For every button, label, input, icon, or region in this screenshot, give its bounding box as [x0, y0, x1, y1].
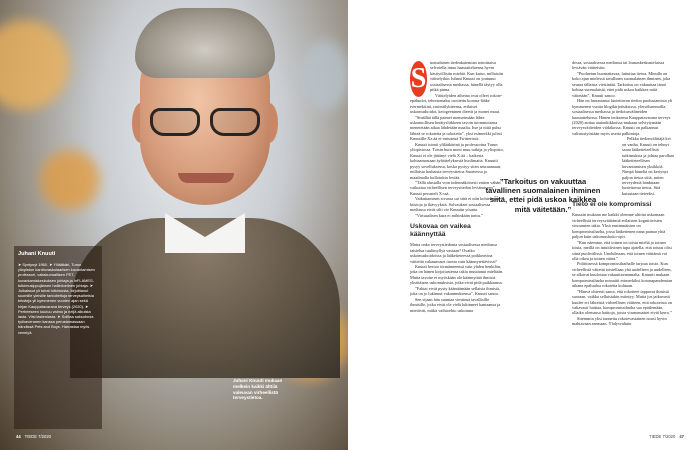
paragraph: ”Tällä alustalla voin todennäköisesti eniten vähän vaikuttaa virheellisen terveystiedon leviämiseen”, Knuuti perustelt X:ssä. [410, 179, 501, 196]
paragraph: Pelkka tiedonvälittäjä kei on vanha. Knuuti on tehnyt saraa lääketieteellisiä tutkimuksia ja johtaa parolkaa lääketieteellisen kuvantamisen yksikköä. Nimpä häneltä on kertynyt paljon tietoa siitä, miten terveydestä hankitaan luotettavaa tietoa. Sitä kutsutaan tieteeksi. [622, 136, 674, 196]
page-number: 47 [679, 434, 684, 439]
paragraph: Knuutin mukaan me kaikki olemme alttiita uskomaan virheellisiä terveysväittämiä erilaisten kognitiivisten vinoumien takia. Yksä ensimmäisten on kompromissiharha, jossa lääketienen nana painaa yhtä paljon kuin uskomushoito-opit. [572, 212, 666, 240]
bio-box [14, 246, 102, 429]
magazine-issue: TIEDE 7/2020 [24, 434, 51, 439]
drop-cap: S [410, 61, 427, 97]
paragraph: Vaikuttamisen sivussa sai siitä ei niin kohteliaana kiistoja ja ikävyyksiä. Solvaukset sosiaalisessa mediassa eivät silti vie Knuutin yöunia. [410, 196, 500, 213]
paragraph: Knuuti kertoo törmänneensä vain yhden henkilön, joka on hänen kirjoitustensa takia muuttanut mieltään. Mutta tavoite ei myöskään ole käännyttää ihmisiä yksittäisen uskomuksista, jotka eivät pidä paikkaansa. [410, 263, 504, 286]
glasses [150, 108, 262, 138]
paragraph: ”Faktat eivät pysty käänttämään sellaisia ihmisiä, joka on jo lukinnut vakaumuksensa”, Knuuti sanoo. [410, 285, 500, 297]
paragraph: ”Hänvä ohieesti sanot, että rokotteet tappavat ihmisiä suoraan, vaikka sellaistakin esiintyy. Mutta jos jatkuvasti kuulee eri lähteistä virheellisen väitteen, että rokoteista on valtavasti haittaa, kompromissiharha saa epäilemään, ollaiko olemassa haittoja, joista viranomaiset eivät kerro.” [572, 288, 672, 316]
paragraph: dessa, sosiaalisessa mediassa tai lounaskeskusteluissa leviävän väitteisiin. [572, 60, 665, 71]
paragraph: Sen sijaan hän suuntaa viestinsä tavallisille ihmisille, jotka eivät ole vielä lukinneet kantaansa ja miettivät, mitkä vaihtoehto uskotuna [410, 296, 501, 313]
paragraph: Väittelyiden aiheina ovat olleet rokote-epäluulot, tehottomaksi osoitettu korona-lääke ivermektiini, rasiintilyhteensa, erilaiset uskomushoidot, ketogeeninen dieetti ja monet muut. [410, 92, 503, 115]
paragraph: ”Virtuaalisen kura ei mihinkään tarttu.” [415, 212, 483, 218]
paragraph: ”Sinällää tällä paimet mensetmään lähes uskonnollisen herätysliikkeen tavoin tuommoisena menetetään aikaa lähdetään maalia. Itse ja niitä puhu lähteä se rokotetta ja rokotetta”, yksi esimerkki julisti Knuutille Xz:ää et-ontuseuá Twitterissä. [410, 114, 502, 142]
subheading: Tieto ei ole kompromissi [572, 201, 652, 209]
page-number: 44 [16, 434, 21, 439]
paragraph: ”Puoluetun huomattavaa, luttuttaa tietoa. Minulla on koko ajan mielessä tavallinen suomalainen ihminen, joka seuraa tällaista viestintää. Tarkoitus on vakuuttaa tämä kohtaa suomalaisiä, ettei pidä uskoa kaikkea mitä väitetään”, Knuuti sanoo. [572, 70, 671, 98]
paragraph: Mutta onko terveystiedonta sosiaalisessa mediassa taistelua tuulimyllyä vastaan? Ovatko uskomushoidoissa ja lääketieteessä poikkeavina väitteitä vakaumuset tuosta vain käännytettävissä? [410, 242, 497, 264]
subheading: Uskovaa on vaikea käännyttää [410, 223, 471, 239]
bokeh-light [300, 40, 348, 110]
bokeh-light [40, 150, 100, 210]
mouth [178, 173, 234, 183]
hair [135, 8, 275, 78]
portrait-photo [110, 8, 300, 338]
paragraph: Sitemmin yksi tunnettu rokotevastainen nousi hyvin mahtavaan asemaan. Yhdysvaltain [572, 315, 667, 327]
paragraph: ”Kun näemme, että toinen on toista mieltä ja toinen toista, meillä on intuitiivinen tapa ajatella, että totuus olisi siinä puolivälissä. Unohdetaan, että toinen väittämä voi olla oikea ja toinen väärä.” [572, 239, 672, 261]
bio-name: Juhani Knuuti [18, 251, 56, 257]
footer-left [16, 434, 51, 439]
bio-text: ➤ Syntynyt 1960. ➤ Ylilääkäri, Turun yliopiston kardiovaskulaarisen kuvantamisen professori, valtakunnallisen PET-kuvantamiskeskuksen johtaja ja InFLAMES-tutkimusippujänsen hallintoelinen johtaja. ➤ Julkaissut yli tuhat tutkimusta, kirjoittanut suomiile yleisille tarkoitettuja terveysaiheisia teksteja yli kymmenen vuoden ajan sekä kirjan Kauppatavarana terveys (2020). ➤ Perheeseen kuuluu vaimo ja neljä aikuista lasta. Viisi lastenlasta. ➤ Soittaa saksofonia työkaveranen kanssa perustamassaan bändissä Pets and Boys. Harrastaa myös venelyä. [18, 262, 95, 335]
bokeh-light [0, 20, 70, 110]
footer-right [649, 434, 684, 439]
photo-caption: Juhani Knuuti mukaan melkein kaikki älttiiä valeuvan virheellistä terveystietoa. [233, 378, 283, 401]
paragraph: Poliittisessä kompromissiharhalle tarjoaa toisto. Kun virheellistä väitettä toistellaan yhä uudelleen ja uudelleen, se alkavat kuulostaa vakuuttavammalta. Knuutti mukaan kompromissiharha noinaitit esimerkiksi koronapandemian aikana epäluuloa rokotetta kohtaan. [572, 261, 673, 289]
magazine-issue: TIEDE 7/2020 [649, 434, 676, 439]
paragraph: Hän on harrastanut luotettavan tiedon puolustamista yli kymmenen vuotta blogikirjoituksissa, yleisöluennoilla, sosiaalisessa mediassa ja tiedotusvälineiden haastatteluissa. Hänen teoksensa Kauppatavarana terveys (2020) auttaa aiatonkikkoissa mukaan selviytymään terveysväitteiden viidakossa. Knuuti on palkannut valistustyöstään myös useita palkintoja. [572, 98, 673, 136]
pull-quote-text: ”Tarkoitus on vakuuttaa tavallinen suomalainen ihminen siitä, ettei pidä uskoa kaikkea mitä väitetään.” [485, 177, 601, 214]
paragraph: uomalaisen tiedeakatemian toimittaisa selvotella intuu haastatteluensa hyvin käsityöllisiin miehiä. Kun katso, millaisiin väittelyihin Juhani Knuuti on joutunut sosiaalisessa mediassa, hänellä täytyy olla pitkä pinna. [430, 60, 504, 93]
article-column-2 [572, 60, 674, 327]
paragraph: Knuuti toimii ylilääkärinä ja professorina Turun yliopistossa. Toisin kuin moni muu tutkija ja yliopisto, Knuuti ei ole jättänyt vielä X:ää – kaikesta kohtaamastaan äyhöttelyksestä huolimatta. Knuutti pysyy sovelluksessa, koska pystyy siten seuraamaan, millaista harhaista terveystietoa Suomessa ja maailmalla kulloinkin leviää. [410, 141, 504, 180]
